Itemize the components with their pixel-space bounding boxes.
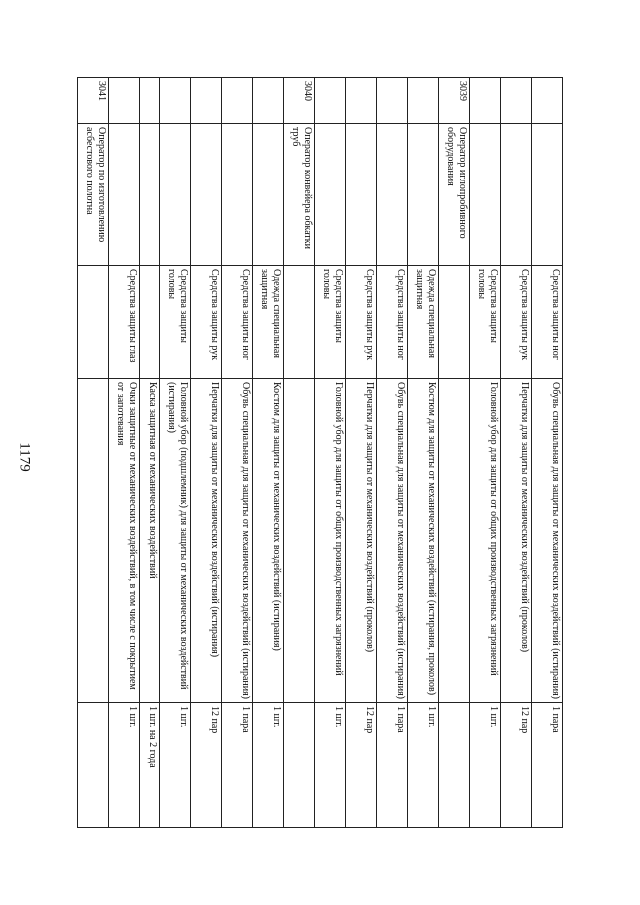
row-number-cell xyxy=(532,78,563,124)
ppe-item-cell: Обувь специальная для защиты от механических воздействий (истирания) xyxy=(377,379,408,703)
ppe-item-cell xyxy=(439,379,470,703)
ppe-category-cell: Средства защиты головы xyxy=(160,266,191,379)
row-number-cell xyxy=(222,78,253,124)
issue-norm-cell: 12 пар xyxy=(191,703,222,828)
table-row xyxy=(78,78,109,828)
table-row xyxy=(532,78,563,828)
ppe-category-cell: Одежда специальная защитная xyxy=(253,266,284,379)
ppe-category-cell: Средства защиты рук xyxy=(501,266,532,379)
table-row xyxy=(408,78,439,828)
issue-norm-cell: 1 шт. xyxy=(470,703,501,828)
table-row xyxy=(501,78,532,828)
ppe-category-cell: Средства защиты ног xyxy=(222,266,253,379)
table-row xyxy=(377,78,408,828)
table-row xyxy=(160,78,191,828)
table-row xyxy=(315,78,346,828)
ppe-item-cell: Головной убор для защиты от общих производственных загрязнений xyxy=(470,379,501,703)
ppe-item-cell: Перчатки для защиты от механических воздействий (проколов) xyxy=(501,379,532,703)
issue-norm-cell: 12 пар xyxy=(346,703,377,828)
profession-cell: Оператор иглопробивного оборудования xyxy=(439,124,470,266)
ppe-item-cell: Головной убор (подшлемник) для защиты от механических воздействий (истирания) xyxy=(160,379,191,703)
ppe-category-cell: Средства защиты ног xyxy=(377,266,408,379)
table-row xyxy=(140,78,160,828)
row-number-cell xyxy=(501,78,532,124)
issue-norm-cell: 12 пар xyxy=(501,703,532,828)
table-row xyxy=(109,78,140,828)
table-body xyxy=(78,78,563,828)
issue-norm-cell: 1 шт. xyxy=(408,703,439,828)
rotated-page-content xyxy=(77,77,563,827)
profession-cell xyxy=(346,124,377,266)
ppe-category-cell: Средства защиты глаз xyxy=(109,266,140,379)
ppe-item-cell xyxy=(284,379,315,703)
profession-cell xyxy=(191,124,222,266)
row-number-cell xyxy=(140,78,160,124)
ppe-item-cell: Костюм для защиты от механических воздействий (истирания, проколов) xyxy=(408,379,439,703)
table-row xyxy=(470,78,501,828)
profession-cell xyxy=(160,124,191,266)
table-row xyxy=(222,78,253,828)
table-row xyxy=(253,78,284,828)
issue-norm-cell: 1 шт. xyxy=(253,703,284,828)
ppe-category-cell: Средства защиты рук xyxy=(346,266,377,379)
issue-norm-cell xyxy=(284,703,315,828)
row-number-cell xyxy=(346,78,377,124)
ppe-category-cell xyxy=(284,266,315,379)
row-number-cell: 3040 xyxy=(284,78,315,124)
profession-cell xyxy=(377,124,408,266)
profession-cell xyxy=(501,124,532,266)
profession-cell xyxy=(532,124,563,266)
profession-cell xyxy=(109,124,140,266)
row-number-cell: 3039 xyxy=(439,78,470,124)
row-number-cell xyxy=(408,78,439,124)
issue-norm-cell: 1 шт. xyxy=(109,703,140,828)
issue-norm-cell: 1 пара xyxy=(222,703,253,828)
row-number-cell xyxy=(315,78,346,124)
row-number-cell xyxy=(109,78,140,124)
profession-cell xyxy=(140,124,160,266)
ppe-category-cell xyxy=(78,266,109,379)
table-row xyxy=(439,78,470,828)
ppe-item-cell: Очки защитные от механических воздействий, в том числе с покрытием от запотевания xyxy=(109,379,140,703)
issue-norm-cell: 1 шт. xyxy=(160,703,191,828)
table-row xyxy=(191,78,222,828)
row-number-cell xyxy=(377,78,408,124)
ppe-item-cell: Каска защитная от механических воздействий xyxy=(140,379,160,703)
ppe-category-cell: Средства защиты ног xyxy=(532,266,563,379)
ppe-category-cell: Одежда специальная защитная xyxy=(408,266,439,379)
profession-cell xyxy=(408,124,439,266)
ppe-item-cell: Перчатки для защиты от механических воздействий (истирания) xyxy=(191,379,222,703)
row-number-cell: 3041 xyxy=(78,78,109,124)
row-number-cell xyxy=(191,78,222,124)
table-row xyxy=(346,78,377,828)
profession-cell xyxy=(315,124,346,266)
ppe-item-cell: Обувь специальная для защиты от механических воздействий (истирания) xyxy=(532,379,563,703)
ppe-category-cell: Средства защиты головы xyxy=(470,266,501,379)
issue-norm-cell xyxy=(439,703,470,828)
ppe-category-cell: Средства защиты головы xyxy=(315,266,346,379)
issue-norm-cell: 1 шт. xyxy=(315,703,346,828)
ppe-item-cell: Обувь специальная для защиты от механических воздействий (истирания) xyxy=(222,379,253,703)
row-number-cell xyxy=(160,78,191,124)
profession-cell: Оператор конвейера обкатки труб xyxy=(284,124,315,266)
ppe-category-cell: Средства защиты рук xyxy=(191,266,222,379)
ppe-category-cell xyxy=(140,266,160,379)
table-row xyxy=(284,78,315,828)
ppe-norms-table xyxy=(77,77,563,828)
issue-norm-cell: 1 пара xyxy=(532,703,563,828)
row-number-cell xyxy=(470,78,501,124)
issue-norm-cell: 1 пара xyxy=(377,703,408,828)
ppe-item-cell xyxy=(78,379,109,703)
ppe-item-cell: Головной убор для защиты от общих производственных загрязнений xyxy=(315,379,346,703)
ppe-item-cell: Перчатки для защиты от механических воздействий (проколов) xyxy=(346,379,377,703)
issue-norm-cell xyxy=(78,703,109,828)
profession-cell xyxy=(253,124,284,266)
profession-cell xyxy=(222,124,253,266)
ppe-category-cell xyxy=(439,266,470,379)
issue-norm-cell: 1 шт. на 2 года xyxy=(140,703,160,828)
ppe-item-cell: Костюм для защиты от механических воздействий (истирания) xyxy=(253,379,284,703)
profession-cell: Оператор по изготовлению асбестового полотна xyxy=(78,124,109,266)
page-number: 1179 xyxy=(16,442,33,472)
row-number-cell xyxy=(253,78,284,124)
profession-cell xyxy=(470,124,501,266)
